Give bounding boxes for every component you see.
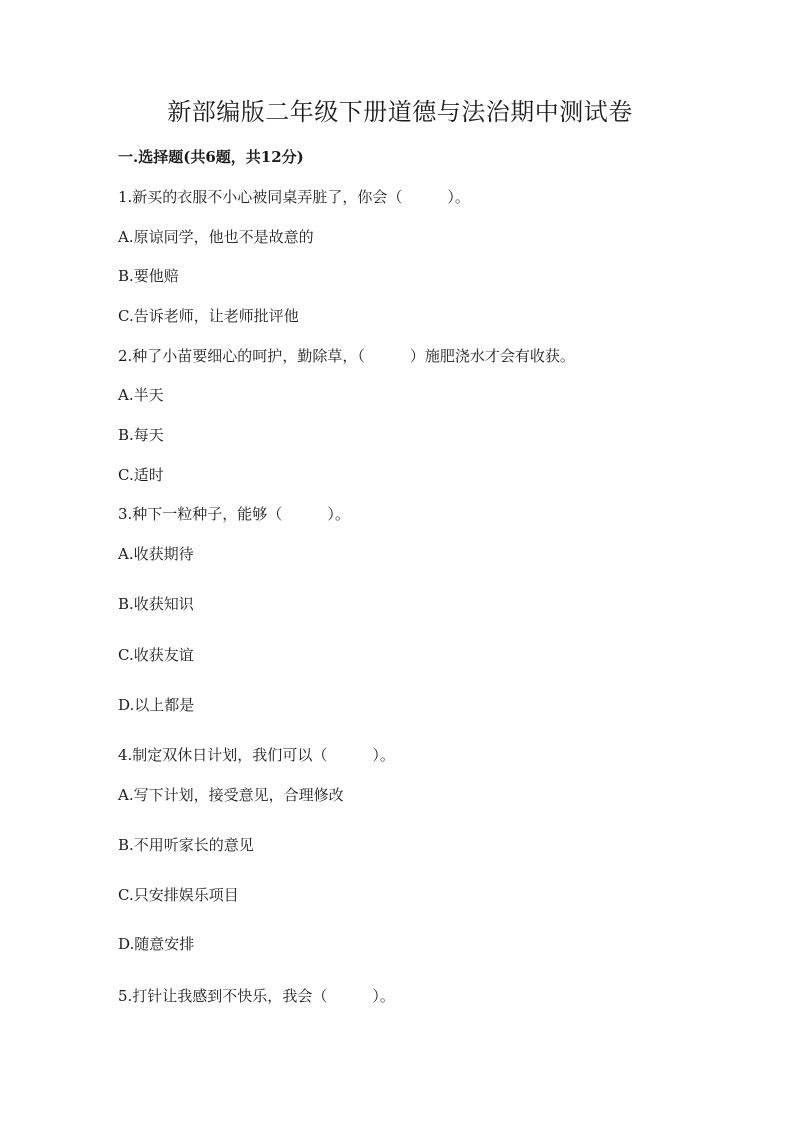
option-2a: A.半天 [118,386,164,404]
option-3d: D.以上都是 [118,696,195,714]
question-stem-2: 2.种了小苗要细心的呵护，勤除草，（ ）施肥浇水才会有收获。 [118,347,575,365]
option-4c: C.只安排娱乐项目 [118,886,239,904]
section-heading: 一.选择题(共6题，共12分) [118,148,304,166]
option-1b: B.要他赔 [118,267,179,285]
option-1a: A.原谅同学，他也不是故意的 [118,228,314,246]
page-title: 新部编版二年级下册道德与法治期中测试卷 [167,98,633,126]
option-1c: C.告诉老师，让老师批评他 [118,307,299,325]
question-stem-1: 1.新买的衣服不小心被同桌弄脏了，你会（ ）。 [118,188,470,206]
option-4a: A.写下计划，接受意见，合理修改 [118,786,344,804]
option-2b: B.每天 [118,426,164,444]
question-stem-3: 3.种下一粒种子，能够（ ）。 [118,505,350,523]
option-2c: C.适时 [118,466,164,484]
option-3a: A.收获期待 [118,545,194,563]
question-stem-5: 5.打针让我感到不快乐，我会（ ）。 [118,987,395,1005]
option-3c: C.收获友谊 [118,646,194,664]
question-stem-4: 4.制定双休日计划，我们可以（ ）。 [118,746,395,764]
option-4d: D.随意安排 [118,935,195,953]
option-3b: B.收获知识 [118,595,194,613]
option-4b: B.不用听家长的意见 [118,836,254,854]
